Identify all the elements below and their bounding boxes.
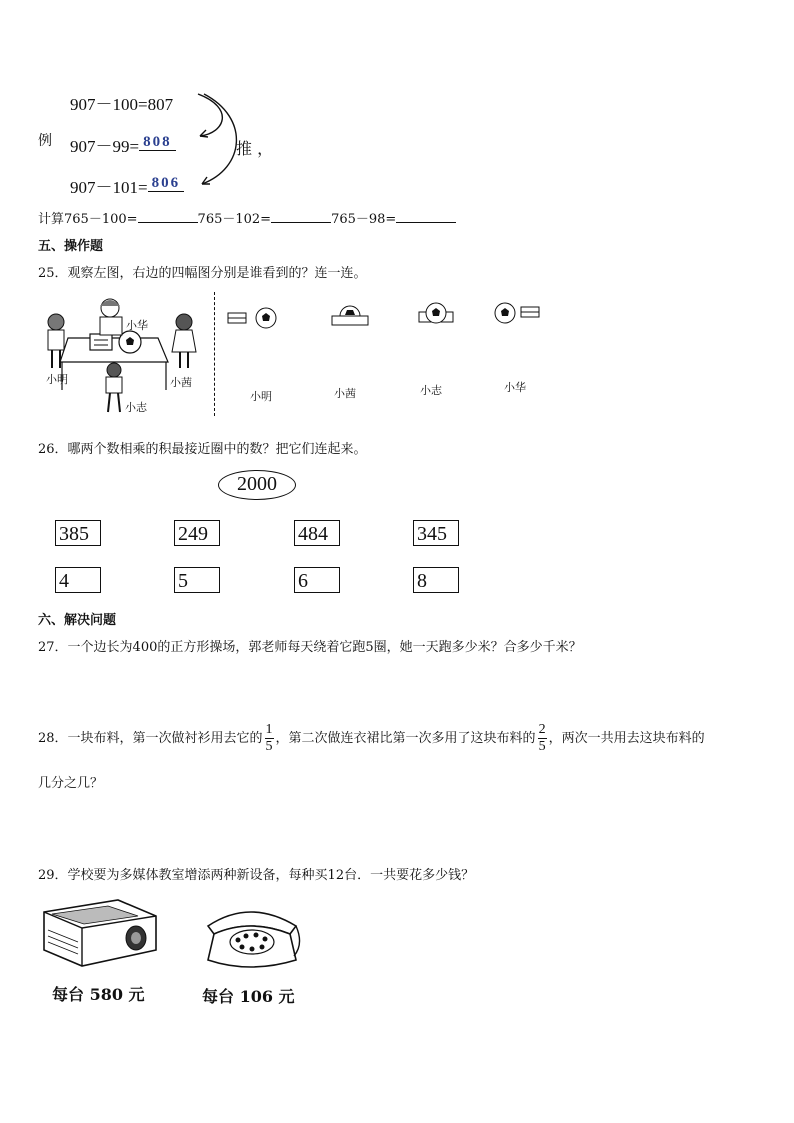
q28-fraction-2-denominator: 5 — [538, 739, 546, 754]
q25-text: 25．观察左图，右边的四幅图分别是谁看到的？连一连。 — [38, 266, 367, 281]
q25-view-label-3: 小志 — [420, 384, 442, 397]
example-line-2-answer: 808 — [139, 134, 176, 151]
calc-item-2: 765－102= — [197, 212, 272, 227]
example-label: 例 — [38, 133, 52, 149]
calc-item-1: 765－100= — [64, 212, 138, 227]
q26-top-box-1[interactable]: 385 — [55, 520, 101, 546]
example-line-2 — [70, 132, 176, 157]
q27-text: 27．一个边长为400的正方形操场，郭老师每天绕着它跑5圈，她一天跑多少米？合多少千米？ — [38, 640, 582, 655]
q26-bottom-box-1[interactable]: 4 — [55, 567, 101, 593]
calc-prefix: 计算 — [38, 212, 65, 227]
example-push-text: 推 ， — [236, 139, 274, 158]
q25-view-label-4: 小华 — [504, 381, 526, 394]
q28-fraction-1-numerator: 1 — [265, 722, 273, 737]
q28-fraction-1 — [265, 722, 274, 755]
example-line-3-answer: 806 — [148, 175, 185, 192]
example-line-3-prefix: 907－101= — [70, 178, 148, 197]
projector-price: 每台 580 元 — [52, 985, 145, 1004]
q25-scene-name-1: 小华 — [126, 319, 148, 332]
q28-line-1 — [38, 722, 705, 755]
q26-text: 26．哪两个数相乘的积最接近圈中的数？把它们连起来。 — [38, 442, 367, 457]
q26-target-oval: 2000 — [218, 470, 296, 500]
q28-part-3: ，两次一共用去这块布料的 — [548, 731, 705, 746]
q25-scene-name-2: 小明 — [46, 373, 68, 386]
q26-bottom-box-3[interactable]: 6 — [294, 567, 340, 593]
section-6-title: 六、解决问题 — [38, 613, 117, 628]
q26-top-box-3[interactable]: 484 — [294, 520, 340, 546]
projector-image — [38, 894, 160, 974]
calc-blank-3[interactable] — [396, 210, 456, 223]
example-line-1: 907－100=807 — [70, 95, 174, 114]
q29-text: 29．学校要为多媒体教室增添两种新设备，每种买12台．一共要花多少钱？ — [38, 868, 475, 883]
q25-view-3 — [415, 300, 457, 330]
q25-view-2 — [329, 300, 371, 332]
calc-item-3: 765－98= — [331, 212, 397, 227]
telephone-image — [200, 904, 304, 970]
q25-divider — [214, 292, 215, 416]
q28-fraction-2 — [538, 722, 547, 755]
q26-top-box-4[interactable]: 345 — [413, 520, 459, 546]
q28-fraction-1-denominator: 5 — [265, 739, 273, 754]
q25-view-4 — [492, 299, 550, 327]
example-line-2-prefix: 907－99= — [70, 137, 140, 156]
telephone-price: 每台 106 元 — [202, 987, 295, 1006]
calc-line — [38, 208, 456, 227]
q25-view-1 — [226, 303, 281, 333]
calc-blank-1[interactable] — [138, 210, 198, 223]
calc-blank-2[interactable] — [271, 210, 331, 223]
q28-part-2: ，第二次做连衣裙比第一次多用了这块布料的 — [275, 731, 536, 746]
q28-part-1: 28．一块布料，第一次做衬衫用去它的 — [38, 731, 263, 746]
q28-fraction-2-numerator: 2 — [538, 722, 546, 737]
q28-line-2: 几分之几？ — [38, 776, 104, 791]
q26-top-box-2[interactable]: 249 — [174, 520, 220, 546]
q25-scene-name-4: 小志 — [125, 401, 147, 414]
q25-view-label-2: 小茜 — [334, 387, 356, 400]
q25-view-label-1: 小明 — [250, 390, 272, 403]
q25-scene-name-3: 小茜 — [170, 376, 192, 389]
section-5-title: 五、操作题 — [38, 239, 104, 254]
example-line-3 — [70, 173, 184, 198]
q26-bottom-box-2[interactable]: 5 — [174, 567, 220, 593]
q26-bottom-box-4[interactable]: 8 — [413, 567, 459, 593]
